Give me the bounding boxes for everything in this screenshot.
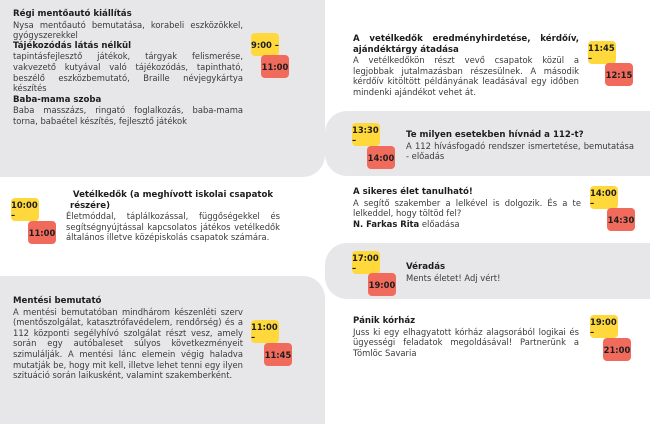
call112-title: Te milyen esetekben hívnád a 112-t? [406,130,584,140]
exhibitions-text-3: Baba masszázs, ringató foglalkozás, baba-mama torna, babaétel készítés, fejlesztő játékok [13,105,243,126]
panic-end-badge: 21:00 [603,338,631,361]
call112-end-badge: 14:00 [367,146,395,169]
results-end-badge: 12:15 [605,63,633,86]
call112-block [406,130,634,162]
contest-title: Vetélkedők (a meghívott iskolai csapatok részére) [70,190,274,211]
success-end-badge: 14:30 [607,208,635,231]
blood-title: Véradás [406,262,446,272]
contest-text: Életmóddal, táplálkozással, függőségekkel és segítségnyújtással kapcsolatos játékos vetélkedők általános illetve középiskolás csapatok számára. [66,211,280,243]
exhibitions-end-badge: 11:00 [261,55,289,78]
blood-end-badge: 19:00 [368,273,396,296]
success-speaker-suffix: előadása [419,218,460,229]
blood-text: Ments életet! Adj vért! [406,272,501,283]
rescue-text: A mentési bemutatóban mindhárom készenléti szerv (mentőszolgálat, katasztrófavédelem, rendőrség) és a 112 központi segélyhívó szolgálat részt vesz, amely során egy autóbaleset súlyos következményeit szimulálják. A mentési lánc elemein végig haladva mutatják be, hogy mit kell, illetve lehet tenni egy ilyen szituáció során laikusként, valamint szakemberként. [13,306,243,381]
rescue-start-badge: 11:00 – [251,321,278,342]
panic-block [353,316,579,358]
exhibitions-text-1: Nysa mentőautó bemutatása, korabeli eszközökkel, gyógyszerekkel [13,19,243,41]
exhibitions-start-badge: 9:00 – [251,33,279,56]
rescue-block [13,296,243,381]
success-start-badge: 14:00 – [590,187,617,208]
results-start-badge: 11:45 – [588,42,615,63]
call112-text: A 112 hívásfogadó rendszer ismertetése, bemutatása - előadás [406,140,634,162]
success-title: A sikeres élet tanulható! [353,187,473,197]
contest-start-badge: 10:00 – [11,199,38,220]
panic-text: Juss ki egy elhagyatott kórház alagsorából logikai és ügyességi feladatok megoldásával! Partnerünk a Tömlöc Savaria [353,326,579,358]
exhibitions-title-3: Baba-mama szoba [13,94,102,105]
exhibitions-text-2: tapintásfejlesztő játékok, tárgyak felismerése, vakvezető kutyával való tájékozódás, tapintható, beszélő eszközbemutató, Braille névjegykártya készítés [13,51,243,94]
exhibitions-title-1: Régi mentőautó kiállítás [13,9,132,19]
exhibitions-block [13,9,243,127]
success-speaker: N. Farkas Rita [353,218,420,229]
results-text: A vetélkedőkön részt vevő csapatok közül a legjobbak jutalmazásban részesülnek. A második kérdőív kitöltött példányának leadásával egy időben mindenki ajándékot vehet át. [353,55,579,97]
blood-start-badge: 17:00 – [352,252,379,273]
blood-block [406,262,634,283]
success-speaker-line [353,219,581,230]
success-block [353,187,581,229]
results-block [353,34,579,98]
exhibitions-title-2: Tájékozódás látás nélkül [13,40,132,51]
contest-block [66,190,280,243]
rescue-end-badge: 11:45 [264,343,292,366]
rescue-title: Mentési bemutató [13,296,102,306]
contest-end-badge: 11:00 [28,221,56,244]
success-text: A segítő szakember a lelkével is dolgozik. És a te lelkeddel, hogy töltöd fel? [353,197,581,219]
panic-title: Pánik kórház [353,316,416,326]
results-title: A vetélkedők eredményhirdetése, kérdőív, ajándéktárgy átadása [353,34,579,55]
call112-start-badge: 13:30 – [352,124,379,145]
panic-start-badge: 19:00 – [590,316,617,337]
